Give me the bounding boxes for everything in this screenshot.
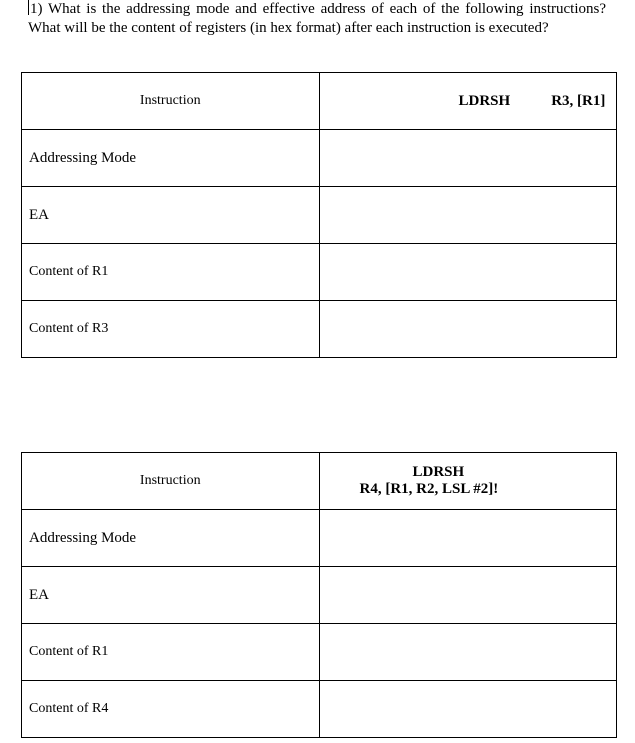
- table-row-instruction: [22, 453, 617, 510]
- table-row: [22, 567, 617, 624]
- row-label-ea: EA: [22, 567, 320, 624]
- table-row: [22, 187, 617, 244]
- table-row: [22, 681, 617, 738]
- row-label-content-r1: Content of R1: [22, 244, 320, 301]
- instruction-header-label: Instruction: [22, 73, 320, 130]
- question-body: What is the addressing mode and effective address of each of the following instructions? What will be the content of registers (in hex format) after each instruction is executed?: [28, 1, 606, 36]
- answer-cell-ea[interactable]: [319, 567, 617, 624]
- table-row-instruction: [22, 73, 617, 130]
- table-row: [22, 624, 617, 681]
- row-label-content-r3: Content of R3: [22, 301, 320, 358]
- question-text: [28, 0, 606, 38]
- question-number: 1): [30, 1, 43, 17]
- instruction-mnemonic: LDRSH: [458, 92, 511, 109]
- row-label-content-r1: Content of R1: [22, 624, 320, 681]
- instruction-cell: [319, 73, 617, 130]
- answer-cell-ea[interactable]: [319, 187, 617, 244]
- answer-cell-content-r1[interactable]: [319, 244, 617, 301]
- row-label-content-r4: Content of R4: [22, 681, 320, 738]
- text-cursor: [28, 0, 29, 15]
- row-label-addressing-mode: Addressing Mode: [22, 510, 320, 567]
- table-row: [22, 510, 617, 567]
- row-label-addressing-mode: Addressing Mode: [22, 130, 320, 187]
- instruction-table-2: [21, 452, 617, 738]
- instruction-header-label: Instruction: [22, 453, 320, 510]
- table-row: [22, 244, 617, 301]
- instruction-operands: R3, [R1]: [551, 92, 606, 109]
- answer-cell-content-r1[interactable]: [319, 624, 617, 681]
- instruction-operands: R4, [R1, R2, LSL #2]!: [359, 481, 499, 497]
- answer-cell-addressing-mode[interactable]: [319, 130, 617, 187]
- instruction-mnemonic: LDRSH: [412, 464, 465, 480]
- instruction-table-1: [21, 72, 617, 358]
- answer-cell-addressing-mode[interactable]: [319, 510, 617, 567]
- table-row: [22, 130, 617, 187]
- table-row: [22, 301, 617, 358]
- answer-cell-content-r3[interactable]: [319, 301, 617, 358]
- instruction-cell: [319, 453, 617, 510]
- row-label-ea: EA: [22, 187, 320, 244]
- answer-cell-content-r4[interactable]: [319, 681, 617, 738]
